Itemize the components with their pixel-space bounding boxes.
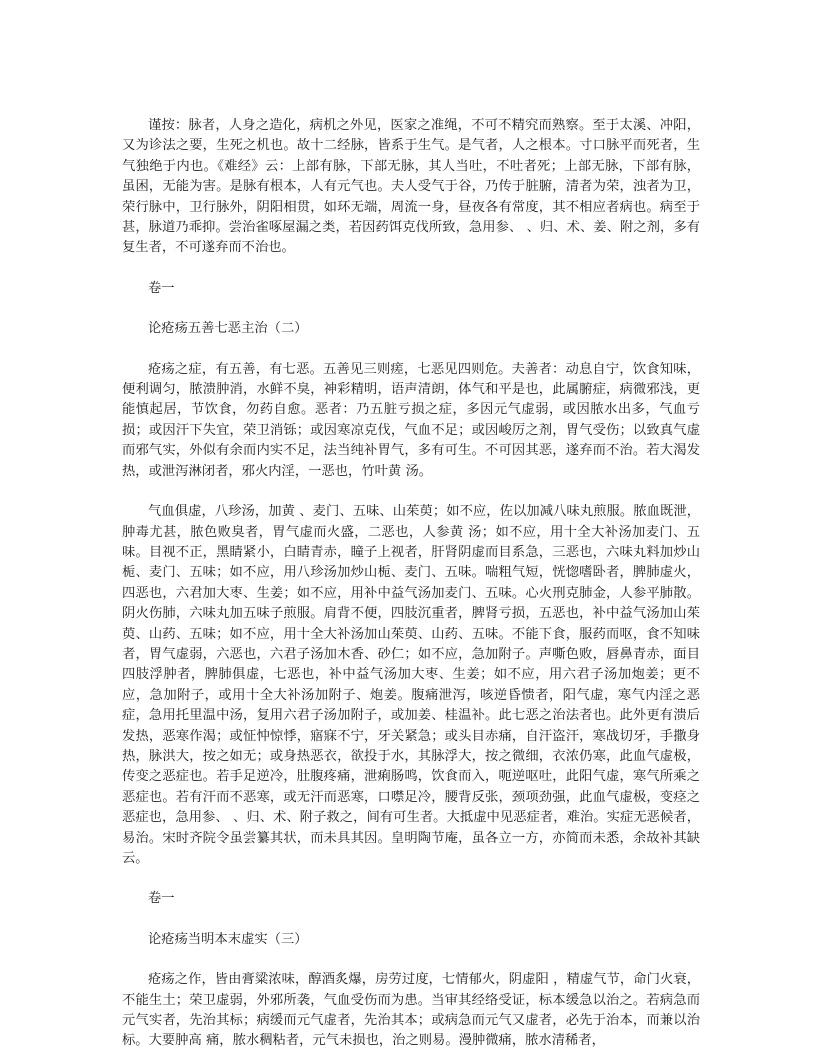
paragraph-seven-evil-treatments: 气血俱虚，八珍汤，加黄 、麦门、五味、山茱萸；如不应，佐以加减八味丸煎服。脓血既泄，肿毒尤甚，脓色败臭者，胃气虚而火盛，二恶也，人参黄 汤；如不应，用十全大补汤加麦门、五味。目视不正，黑睛紧小，白睛青赤，瞳子上视者，肝肾阴虚而目系急，三恶也，六味丸料加炒山栀、麦门、五味；如不应，用八珍汤加炒山栀、麦门、五味。喘粗气短，恍惚嗜卧者，脾肺虚火，四恶也，六君加大枣、生姜；如不应，用补中益气汤加麦门、五味。心火刑克肺金，人参平肺散。阴火伤肺，六味丸加五味子煎服。肩背不便，四肢沉重者，脾肾亏损，五恶也，补中益气汤加山茱萸、山药、五味；如不应，用十全大补汤加山茱萸、山药、五味。不能下食，服药而呕，食不知味者，胃气虚弱，六恶也，六君子汤加木香、砂仁；如不应，急加附子。声嘶色败，唇鼻青赤，面目四肢浮肿者，脾肺俱虚，七恶也，补中益气汤加大枣、生姜；如不应，用六君子汤加炮姜；更不应，急加附子，或用十全大补汤加附子、炮姜。腹痛泄泻，咳逆昏愦者，阳气虚，寒气内淫之恶症，急用托里温中汤，复用六君子汤加附子，或加姜、桂温补。此七恶之治法者也。此外更有溃后发热，恶寒作渴；或怔忡惊悸，寤寐不宁，牙关紧急；或头目赤痛，自汗盗汗，寒战切牙，手撒身热，脉洪大，按之如无；或身热恶衣，欲投于水，其脉浮大，按之微细，衣浓仍寒，此血气虚极，传变之恶症也。若手足逆冷，肚腹疼痛，泄痢肠鸣，饮食而入，呃逆呕吐，此阳气虚，寒气所乘之恶症也。若有汗而不恶寒，或无汗而恶寒，口噤足冷，腰背反张，颈项劲强，此血气虚极，变痉之恶症也，急用参、 、归、术、附子救之，间有可生者。大抵虚中见恶症者，难治。实症无恶候者，易治。宋时齐院令虽尝纂其状，而未具其因。皇明陶节庵，虽各立一方，亦简而未悉，余故补其缺云。 [122,504,700,866]
document-page [122,116,700,1052]
spacer [122,950,700,970]
paragraph-root-and-branch: 疮疡之作，皆由膏粱浓味，醇酒炙爆，房劳过度，七情郁火，阴虚阳 ，精虚气节，命门火衰，不能生土；荣卫虚弱，外邪所袭，气血受伤而为患。当审其经络受证，标本缓急以治之。若病急而元气实者，先治其标；病缓而元气虚者，先治其本；或病急而元气又虚者，必先于治本，而兼以治标。大要肿高 痛，脓水稠粘者，元气未损也，治之则易。漫肿微痛，脓水清稀者， [122,972,700,1049]
spacer [122,340,700,360]
volume-heading: 卷一 [148,891,175,907]
spacer [122,299,700,319]
spacer [122,482,700,502]
spacer [122,910,700,930]
section-title-root-and-branch: 论疮疡当明本末虚实（三） [148,931,308,947]
paragraph-pulse-commentary: 谨按：脉者，人身之造化，病机之外见，医家之准绳，不可不精究而熟察。至于太溪、冲阳，又为诊法之要，生死之机也。故十二经脉，皆系于生气。是气者，人之根本。寸口脉平而死者，生气独绝于内也。《难经》云：上部有脉，下部无脉，其人当吐，不吐者死；上部无脉，下部有脉，虽困，无能为害。是脉有根本，人有元气也。夫人受气于谷，乃传于脏腑，清者为荣，浊者为卫，荣行脉中，卫行脉外，阴阳相贯，如环无端，周流一身，昼夜各有常度，其不相应者病也。病至于甚，脉道乃乖抑。尝治雀啄屋漏之类，若因药饵克伐所致，急用参、 、归、术、姜、附之剂，多有复生者，不可遂弃而不治也。 [122,118,700,256]
section-title-five-good-seven-evil: 论疮疡五善七恶主治（二） [148,321,308,337]
spacer [122,259,700,279]
spacer [122,869,700,889]
paragraph-five-good-seven-evil: 疮疡之症，有五善，有七恶。五善见三则瘥，七恶见四则危。夫善者：动息自宁，饮食知味，便利调匀，脓溃肿消，水鲜不臭，神彩精明，语声清朗，体气和平是也，此属腑症，病微邪浅，更能慎起居，节饮食，勿药自愈。恶者：乃五脏亏损之症，多因元气虚弱，或因脓水出多，气血亏损；或因汗下失宜，荣卫消铄；或因寒凉克伐，气血不足；或因峻厉之剂，胃气受伤；以致真气虚而邪气实，外似有余而内实不足，法当纯补胃气，多有可生。不可因其恶，遂弃而不治。若大渴发热，或泄泻淋闭者，邪火内淫，一恶也，竹叶黄 汤。 [122,361,700,479]
volume-heading: 卷一 [148,280,175,296]
